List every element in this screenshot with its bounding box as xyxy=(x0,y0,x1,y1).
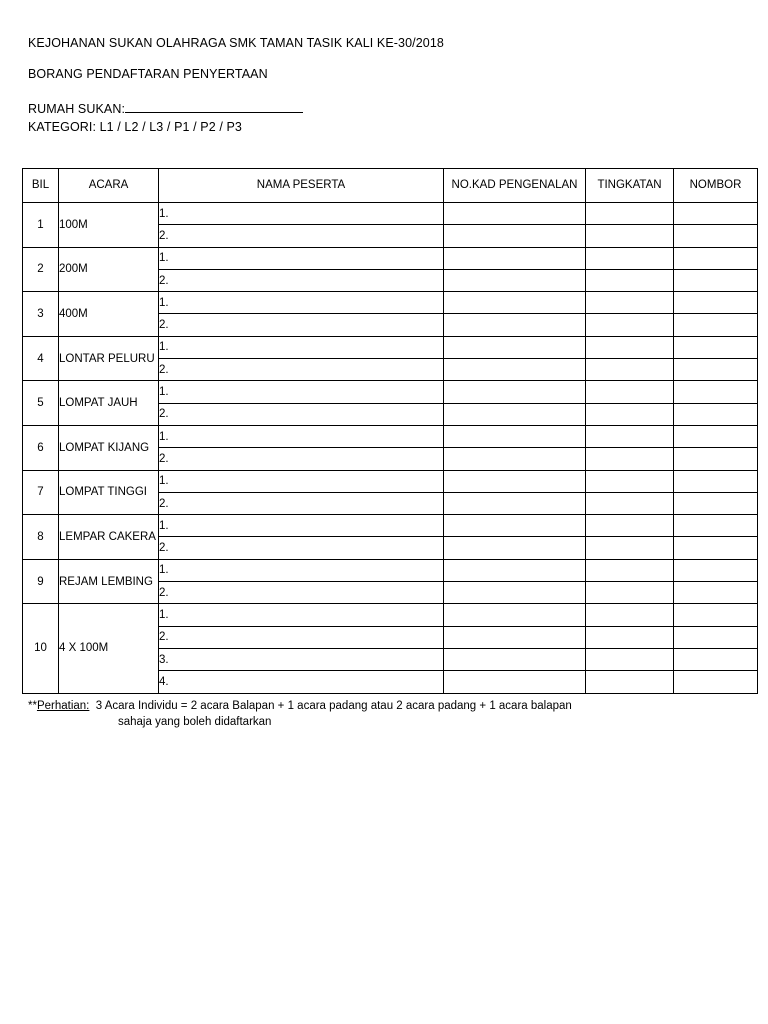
event-name: LOMPAT KIJANG xyxy=(59,425,159,470)
ic-number-cell[interactable] xyxy=(444,559,586,581)
event-number: 9 xyxy=(23,559,59,604)
form-level-cell[interactable] xyxy=(586,247,674,269)
table-row xyxy=(23,336,758,358)
participant-name-cell[interactable]: 2. xyxy=(159,448,444,470)
table-body xyxy=(23,203,758,694)
event-number: 7 xyxy=(23,470,59,515)
form-level-cell[interactable] xyxy=(586,648,674,670)
form-level-cell[interactable] xyxy=(586,626,674,648)
participant-name-cell[interactable]: 2. xyxy=(159,403,444,425)
ic-number-cell[interactable] xyxy=(444,247,586,269)
note xyxy=(28,698,572,730)
form-level-cell[interactable] xyxy=(586,381,674,403)
table-row xyxy=(23,292,758,314)
ic-number-cell[interactable] xyxy=(444,515,586,537)
ic-number-cell[interactable] xyxy=(444,225,586,247)
participant-name-cell[interactable]: 4. xyxy=(159,671,444,693)
number-cell[interactable] xyxy=(674,492,758,514)
ic-number-cell[interactable] xyxy=(444,537,586,559)
form-level-cell[interactable] xyxy=(586,582,674,604)
event-number: 4 xyxy=(23,336,59,381)
participant-name-cell[interactable]: 2. xyxy=(159,225,444,247)
page-title: KEJOHANAN SUKAN OLAHRAGA SMK TAMAN TASIK KALI KE-30/2018 xyxy=(28,36,444,50)
house-label: RUMAH SUKAN: xyxy=(28,102,126,116)
event-name: 4 X 100M xyxy=(59,604,159,693)
participant-name-cell[interactable]: 2. xyxy=(159,537,444,559)
form-level-cell[interactable] xyxy=(586,336,674,358)
form-level-cell[interactable] xyxy=(586,403,674,425)
form-level-cell[interactable] xyxy=(586,359,674,381)
event-name: REJAM LEMBING xyxy=(59,559,159,604)
event-number: 1 xyxy=(23,203,59,248)
number-cell[interactable] xyxy=(674,336,758,358)
col-header-nombor: NOMBOR xyxy=(674,169,758,203)
registration-table xyxy=(22,168,758,694)
number-cell[interactable] xyxy=(674,203,758,225)
table-row xyxy=(23,604,758,626)
ic-number-cell[interactable] xyxy=(444,403,586,425)
ic-number-cell[interactable] xyxy=(444,604,586,626)
number-cell[interactable] xyxy=(674,448,758,470)
note-line-1 xyxy=(28,698,572,714)
table-row xyxy=(23,381,758,403)
number-cell[interactable] xyxy=(674,648,758,670)
form-level-cell[interactable] xyxy=(586,225,674,247)
participant-name-cell[interactable]: 2. xyxy=(159,269,444,291)
ic-number-cell[interactable] xyxy=(444,425,586,447)
event-number: 3 xyxy=(23,292,59,337)
form-level-cell[interactable] xyxy=(586,492,674,514)
number-cell[interactable] xyxy=(674,425,758,447)
event-name: 400M xyxy=(59,292,159,337)
number-cell[interactable] xyxy=(674,292,758,314)
number-cell[interactable] xyxy=(674,671,758,693)
category-line: KATEGORI: L1 / L2 / L3 / P1 / P2 / P3 xyxy=(28,120,242,134)
note-prefix: ** xyxy=(28,700,37,712)
form-level-cell[interactable] xyxy=(586,515,674,537)
form-level-cell[interactable] xyxy=(586,604,674,626)
participant-name-cell[interactable]: 2. xyxy=(159,492,444,514)
participant-name-cell[interactable]: 1. xyxy=(159,203,444,225)
event-name: LOMPAT TINGGI xyxy=(59,470,159,515)
form-level-cell[interactable] xyxy=(586,314,674,336)
number-cell[interactable] xyxy=(674,537,758,559)
form-level-cell[interactable] xyxy=(586,559,674,581)
house-line xyxy=(28,100,303,116)
event-name: 200M xyxy=(59,247,159,292)
table-row xyxy=(23,559,758,581)
ic-number-cell[interactable] xyxy=(444,292,586,314)
col-header-nokad: NO.KAD PENGENALAN xyxy=(444,169,586,203)
ic-number-cell[interactable] xyxy=(444,582,586,604)
col-header-acara: ACARA xyxy=(59,169,159,203)
number-cell[interactable] xyxy=(674,314,758,336)
participant-name-cell[interactable]: 1. xyxy=(159,247,444,269)
note-text-2: sahaja yang boleh didaftarkan xyxy=(118,716,272,728)
number-cell[interactable] xyxy=(674,247,758,269)
event-number: 5 xyxy=(23,381,59,426)
ic-number-cell[interactable] xyxy=(444,671,586,693)
ic-number-cell[interactable] xyxy=(444,203,586,225)
form-level-cell[interactable] xyxy=(586,292,674,314)
participant-name-cell[interactable]: 2. xyxy=(159,314,444,336)
table-row xyxy=(23,425,758,447)
table-row xyxy=(23,247,758,269)
ic-number-cell[interactable] xyxy=(444,626,586,648)
table-row xyxy=(23,203,758,225)
participant-name-cell[interactable]: 1. xyxy=(159,559,444,581)
participant-name-cell[interactable]: 1. xyxy=(159,604,444,626)
event-name: LEMPAR CAKERA xyxy=(59,515,159,560)
form-level-cell[interactable] xyxy=(586,203,674,225)
participant-name-cell[interactable]: 1. xyxy=(159,515,444,537)
ic-number-cell[interactable] xyxy=(444,448,586,470)
number-cell[interactable] xyxy=(674,225,758,247)
number-cell[interactable] xyxy=(674,515,758,537)
number-cell[interactable] xyxy=(674,470,758,492)
event-number: 6 xyxy=(23,425,59,470)
number-cell[interactable] xyxy=(674,582,758,604)
form-level-cell[interactable] xyxy=(586,470,674,492)
form-level-cell[interactable] xyxy=(586,269,674,291)
ic-number-cell[interactable] xyxy=(444,648,586,670)
participant-name-cell[interactable]: 3. xyxy=(159,648,444,670)
number-cell[interactable] xyxy=(674,626,758,648)
ic-number-cell[interactable] xyxy=(444,359,586,381)
note-text-1: 3 Acara Individu = 2 acara Balapan + 1 acara padang atau 2 acara padang + 1 acara balapan xyxy=(95,700,572,712)
form-subtitle: BORANG PENDAFTARAN PENYERTAAN xyxy=(28,67,268,81)
event-name: LOMPAT JAUH xyxy=(59,381,159,426)
form-level-cell[interactable] xyxy=(586,671,674,693)
number-cell[interactable] xyxy=(674,269,758,291)
number-cell[interactable] xyxy=(674,604,758,626)
participant-name-cell[interactable]: 1. xyxy=(159,292,444,314)
col-header-nama: NAMA PESERTA xyxy=(159,169,444,203)
participant-name-cell[interactable]: 2. xyxy=(159,582,444,604)
participant-name-cell[interactable]: 1. xyxy=(159,425,444,447)
table-row xyxy=(23,515,758,537)
table-header-row xyxy=(23,169,758,203)
ic-number-cell[interactable] xyxy=(444,269,586,291)
participant-name-cell[interactable]: 1. xyxy=(159,470,444,492)
event-number: 10 xyxy=(23,604,59,693)
ic-number-cell[interactable] xyxy=(444,381,586,403)
participant-name-cell[interactable]: 2. xyxy=(159,359,444,381)
ic-number-cell[interactable] xyxy=(444,492,586,514)
form-level-cell[interactable] xyxy=(586,448,674,470)
ic-number-cell[interactable] xyxy=(444,336,586,358)
form-level-cell[interactable] xyxy=(586,537,674,559)
number-cell[interactable] xyxy=(674,403,758,425)
event-name: LONTAR PELURU xyxy=(59,336,159,381)
house-blank-field[interactable] xyxy=(125,100,303,113)
number-cell[interactable] xyxy=(674,559,758,581)
participant-name-cell[interactable]: 2. xyxy=(159,626,444,648)
event-number: 2 xyxy=(23,247,59,292)
number-cell[interactable] xyxy=(674,359,758,381)
number-cell[interactable] xyxy=(674,381,758,403)
event-name: 100M xyxy=(59,203,159,248)
col-header-tingkatan: TINGKATAN xyxy=(586,169,674,203)
note-label: Perhatian: xyxy=(36,700,90,712)
participant-name-cell[interactable]: 1. xyxy=(159,381,444,403)
table-row xyxy=(23,470,758,492)
participant-name-cell[interactable]: 1. xyxy=(159,336,444,358)
event-number: 8 xyxy=(23,515,59,560)
form-level-cell[interactable] xyxy=(586,425,674,447)
ic-number-cell[interactable] xyxy=(444,314,586,336)
ic-number-cell[interactable] xyxy=(444,470,586,492)
col-header-bil: BIL xyxy=(23,169,59,203)
